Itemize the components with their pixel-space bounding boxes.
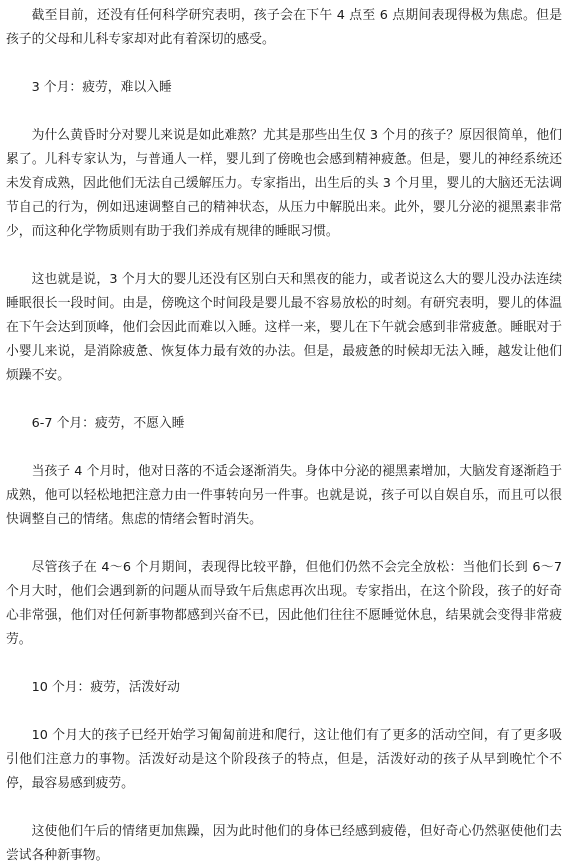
paragraph-3-months-sleep: 这也就是说，3 个月大的婴儿还没有区别白天和黑夜的能力，或者说这么大的婴儿没办法连续睡眠很长一段时间。由是，傍晚这个时间段是婴儿最不容易放松的时刻。有研究表明，婴儿的体温在下午会达到顶峰，他们会因此而难以入睡。这样一来，婴儿在下午就会感到非常疲惫。睡眠对于小婴儿来说，是消除疲惫、恢复体力最有效的办法。但是，最疲惫的时候却无法入睡，越发让他们烦躁不安。 [6,272,562,383]
spacer [6,52,562,76]
spacer [6,388,562,412]
paragraph-3-months-why: 为什么黄昏时分对婴儿来说是如此难熬？尤其是那些出生仅 3 个月的孩子？原因很简单，他们累了。儿科专家认为，与普通人一样，婴儿到了傍晚也会感到精神疲惫。但是，婴儿的神经系统还未发育成熟，因此他们无法自己缓解压力。专家指出，出生后的头 3 个月里，婴儿的大脑还无法调节自己的行为，例如迅速调整自己的精神状态，从压力中解脱出来。此外，婴儿分泌的褪黑素非常少，而这种化学物质则有助于我们养成有规律的睡眠习惯。 [6,128,562,239]
paragraph-4-months: 当孩子 4 个月时，他对日落的不适会逐渐消失。身体中分泌的褪黑素增加，大脑发育逐渐趋于成熟，他可以轻松地把注意力由一件事转向另一件事。也就是说，孩子可以自娱自乐，而且可以很快调整自己的情绪。焦虑的情绪会暂时消失。 [6,464,562,527]
paragraph-afternoon-mood: 这使他们午后的情绪更加焦躁，因为此时他们的身体已经感到疲倦，但好奇心仍然驱使他们去尝试各种新事物。 [6,824,562,863]
paragraph-4-6-months: 尽管孩子在 4～6 个月期间，表现得比较平静，但他们仍然不会完全放松：当他们长到 6～7 个月大时，他们会遇到新的问题从而导致午后焦虑再次出现。专家指出，在这个阶段，孩子的好奇心非常强，他们对任何新事物都感到兴奋不已，因此他们往往不愿睡觉休息，结果就会变得非常疲劳。 [6,560,562,647]
spacer [6,100,562,124]
spacer [6,244,562,268]
section-heading-6-7-months: 6-7 个月：疲劳，不愿入睡 [31,416,185,431]
paragraph-10-months: 10 个月大的孩子已经开始学习匍匐前进和爬行，这让他们有了更多的活动空间，有了更多吸引他们注意力的事物。活泼好动是这个阶段孩子的特点，但是，活泼好动的孩子从早到晚忙个不停，最容易感到疲劳。 [6,728,562,791]
spacer [6,700,562,724]
intro-paragraph: 截至目前，还没有任何科学研究表明，孩子会在下午 4 点至 6 点期间表现得极为焦虑。但是孩子的父母和儿科专家却对此有着深切的感受。 [6,8,562,47]
spacer [6,436,562,460]
section-heading-10-months: 10 个月：疲劳，活泼好动 [31,680,180,695]
spacer [6,532,562,556]
section-heading-3-months: 3 个月：疲劳，难以入睡 [31,80,172,95]
spacer [6,796,562,820]
article-body [6,4,562,868]
spacer [6,652,562,676]
